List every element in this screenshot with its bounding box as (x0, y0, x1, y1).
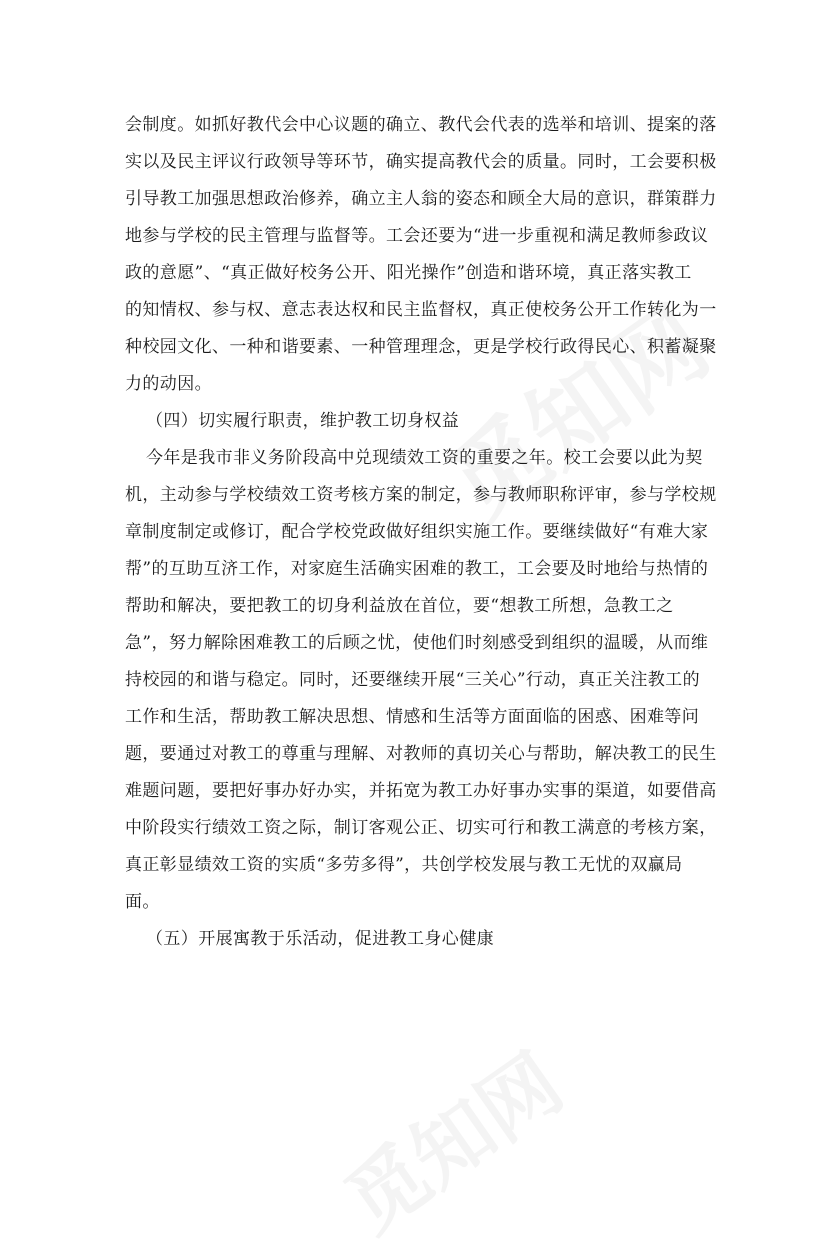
paragraph-line: 力的动因。 (125, 374, 212, 394)
paragraph-line: 真正彰显绩效工资的实质“多劳多得”，共创学校发展与教工无忧的双赢局 (125, 855, 683, 875)
paragraph-line: 帮”的互助互济工作，对家庭生活确实困难的教工，工会要及时地给与热情的 (125, 559, 709, 579)
paragraph-line: 章制度制定或修订，配合学校党政做好组织实施工作。要继续做好“有难大家 (125, 522, 709, 542)
paragraph-line: 工作和生活，帮助教工解决思想、情感和生活等方面面临的困惑、困难等问 (125, 707, 700, 727)
paragraph-line: 题，要通过对教工的尊重与理解、对教师的真切关心与帮助，解决教工的民生 (125, 744, 717, 764)
paragraph-line: 面。 (125, 892, 160, 912)
paragraph-line: 实以及民主评议行政领导等环节，确实提高教代会的质量。同时，工会要积极 (125, 152, 717, 172)
section-heading: （五）开展寓教于乐活动，促进教工身心健康 (146, 929, 494, 949)
paragraph-line: 地参与学校的民主管理与监督等。工会还要为“进一步重视和满足教师参政议 (125, 226, 709, 246)
paragraph-line: 帮助和解决，要把教工的切身利益放在首位，要“想教工所想，急教工之 (125, 596, 674, 616)
section-heading: （四）切实履行职责，维护教工切身权益 (146, 411, 460, 431)
paragraph-line: 机，主动参与学校绩效工资考核方案的制定，参与教师职称评审，参与学校规 (125, 485, 717, 505)
paragraph-line: 持校园的和谐与稳定。同时，还要继续开展“三关心”行动，真正关注教工的 (125, 670, 700, 690)
paragraph-line: 今年是我市非义务阶段高中兑现绩效工资的重要之年。校工会要以此为契 (146, 448, 703, 468)
paragraph-line: 难题问题，要把好事办好办实，并拓宽为教工办好事办实事的渠道，如要借高 (125, 781, 717, 801)
paragraph-line: 引导教工加强思想政治修养，确立主人翁的姿态和顾全大局的意识，群策群力 (125, 189, 717, 209)
paragraph-line: 的知情权、参与权、意志表达权和民主监督权，真正使校务公开工作转化为一 (125, 300, 717, 320)
paragraph-line: 会制度。如抓好教代会中心议题的确立、教代会代表的选举和培训、提案的落 (125, 115, 717, 135)
paragraph-line: 中阶段实行绩效工资之际，制订客观公正、切实可行和教工满意的考核方案， (125, 818, 717, 838)
paragraph-line: 政的意愿”、“真正做好校务公开、阳光操作”创造和谐环境，真正落实教工 (125, 263, 692, 283)
watermark (319, 1022, 582, 1253)
paragraph-line: 急”，努力解除困难教工的后顾之忧，使他们时刻感受到组织的温暖，从而维 (125, 633, 709, 653)
paragraph-line: 种校园文化、一种和谐要素、一种管理理念，更是学校行政得民心、积蓄凝聚 (125, 337, 717, 357)
